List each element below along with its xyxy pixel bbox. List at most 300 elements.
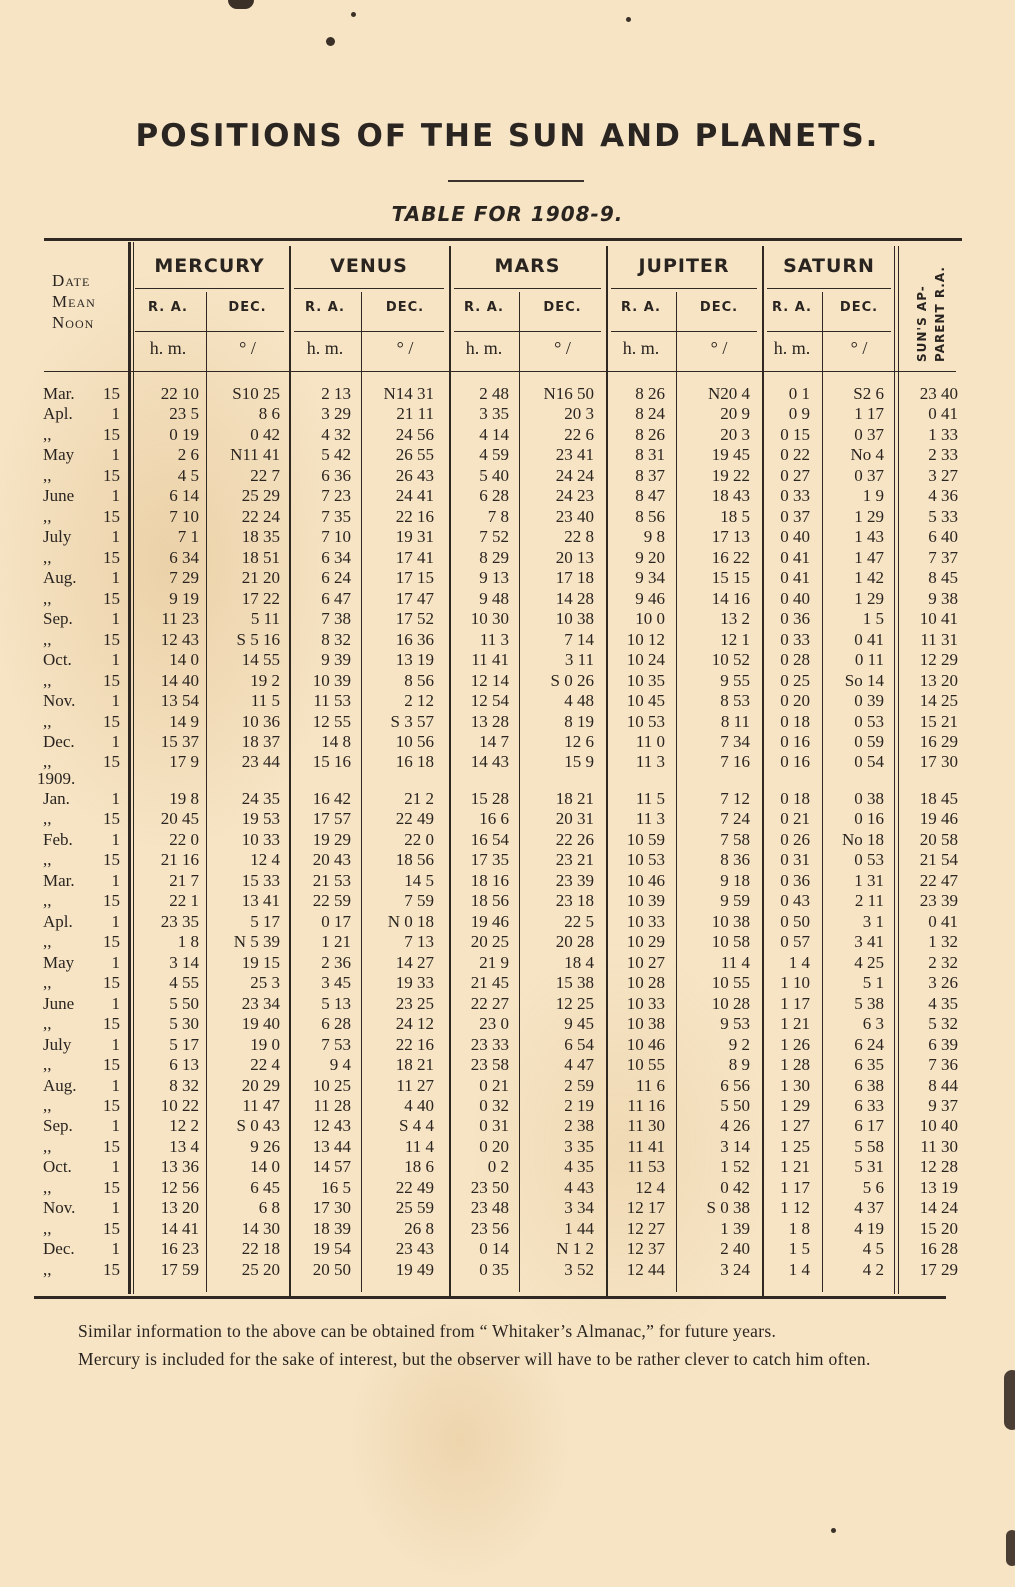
table-cell: 23 48 bbox=[470, 1198, 509, 1218]
table-cell: 4 5 bbox=[862, 1239, 884, 1259]
table-cell: 18 4 bbox=[564, 952, 594, 972]
year-label: 1909. bbox=[37, 768, 76, 788]
table-cell: 5 50 bbox=[169, 993, 199, 1013]
table-cell: 2 36 bbox=[321, 952, 351, 972]
table-cell: 20 43 bbox=[312, 850, 351, 870]
table-cell: 11 3 bbox=[635, 752, 665, 772]
table-cell: 7 53 bbox=[321, 1034, 351, 1054]
table-cell: 22 49 bbox=[395, 1177, 434, 1197]
ra-unit: h. m. bbox=[622, 338, 660, 358]
table-cell: 15 15 bbox=[711, 568, 750, 588]
table-cell: 10 55 bbox=[626, 1055, 665, 1075]
table-cell: 7 1 bbox=[177, 527, 199, 547]
table-cell: 0 41 bbox=[928, 404, 958, 424]
table-cell: 10 38 bbox=[626, 1014, 665, 1034]
table-cell: 1 42 bbox=[854, 568, 884, 588]
table-bottom-rule bbox=[34, 1296, 946, 1299]
table-cell: 6 8 bbox=[258, 1198, 280, 1218]
table-cell: 11 30 bbox=[920, 1136, 958, 1156]
table-cell: 11 41 bbox=[471, 650, 509, 670]
date-month: Jan. bbox=[43, 788, 70, 808]
table-cell: 19 29 bbox=[312, 829, 351, 849]
table-cell: 6 47 bbox=[321, 588, 351, 608]
table-cell: 22 16 bbox=[395, 506, 434, 526]
table-cell: 8 26 bbox=[635, 424, 665, 444]
table-cell: 8 29 bbox=[479, 547, 509, 567]
table-cell: 12 43 bbox=[160, 629, 199, 649]
table-cell: 6 34 bbox=[169, 547, 199, 567]
date-day: 15 bbox=[103, 932, 120, 952]
table-cell: 11 3 bbox=[479, 629, 509, 649]
table-cell: 9 34 bbox=[635, 568, 665, 588]
table-cell: 1 44 bbox=[564, 1218, 594, 1238]
table-cell: 23 56 bbox=[470, 1218, 509, 1238]
table-cell: 5 30 bbox=[169, 1014, 199, 1034]
date-day: 1 bbox=[111, 1075, 120, 1095]
table-cell: 4 40 bbox=[404, 1095, 434, 1115]
table-cell: 15 37 bbox=[160, 731, 199, 751]
subheader-rule bbox=[454, 331, 601, 332]
dec-unit: ° / bbox=[554, 338, 571, 358]
table-cell: 0 22 bbox=[780, 445, 810, 465]
table-cell: 13 36 bbox=[160, 1157, 199, 1177]
table-cell: 12 17 bbox=[626, 1198, 665, 1218]
table-cell: 18 5 bbox=[720, 506, 750, 526]
table-cell: 18 56 bbox=[470, 891, 509, 911]
date-month: ,, bbox=[43, 424, 52, 444]
ra-unit: h. m. bbox=[465, 338, 503, 358]
table-cell: 9 45 bbox=[564, 1014, 594, 1034]
table-cell: 22 0 bbox=[169, 829, 199, 849]
date-day: 15 bbox=[103, 424, 120, 444]
table-cell: 6 56 bbox=[720, 1075, 750, 1095]
table-cell: 6 54 bbox=[564, 1034, 594, 1054]
table-cell: 1 8 bbox=[788, 1218, 810, 1238]
table-cell: 6 33 bbox=[854, 1095, 884, 1115]
date-day: 15 bbox=[103, 384, 120, 403]
table-cell: 22 16 bbox=[395, 1034, 434, 1054]
table-cell: 7 38 bbox=[321, 609, 351, 629]
table-cell: 16 22 bbox=[711, 547, 750, 567]
table-cell: 0 53 bbox=[854, 850, 884, 870]
table-cell: 11 53 bbox=[627, 1157, 665, 1177]
table-cell: 1 26 bbox=[780, 1034, 810, 1054]
table-cell: 12 4 bbox=[250, 850, 280, 870]
table-cell: 22 24 bbox=[241, 506, 280, 526]
table-cell: 14 55 bbox=[241, 650, 280, 670]
table-cell: 15 38 bbox=[555, 973, 594, 993]
table-cell: 11 4 bbox=[720, 952, 750, 972]
table-cell: 11 16 bbox=[627, 1095, 665, 1115]
table-cell: S10 25 bbox=[232, 384, 280, 403]
table-cell: No 4 bbox=[850, 445, 884, 465]
table-cell: 5 58 bbox=[854, 1136, 884, 1156]
table-cell: 13 19 bbox=[919, 1177, 958, 1197]
table-cell: 5 50 bbox=[720, 1095, 750, 1115]
date-month: ,, bbox=[43, 506, 52, 526]
table-cell: 17 52 bbox=[395, 609, 434, 629]
dec-subheader: DEC. bbox=[839, 300, 879, 315]
table-cell: 19 33 bbox=[395, 973, 434, 993]
table-cell: 1 10 bbox=[780, 973, 810, 993]
table-cell: 16 5 bbox=[321, 1177, 351, 1197]
table-cell: 1 43 bbox=[854, 527, 884, 547]
table-cell: 14 9 bbox=[169, 711, 199, 731]
table-cell: 15 33 bbox=[241, 870, 280, 890]
date-day: 1 bbox=[111, 993, 120, 1013]
planet-header-mars: MARS bbox=[494, 255, 561, 277]
table-cell: 11 28 bbox=[313, 1095, 351, 1115]
table-cell: 18 56 bbox=[395, 850, 434, 870]
table-cell: 13 28 bbox=[470, 711, 509, 731]
table-cell: 9 53 bbox=[720, 1014, 750, 1034]
table-cell: N 0 18 bbox=[387, 911, 434, 931]
table-cell: 0 21 bbox=[479, 1075, 509, 1095]
table-cell: 0 59 bbox=[854, 731, 884, 751]
table-cell: 17 9 bbox=[169, 752, 199, 772]
table-cell: 1 4 bbox=[788, 952, 810, 972]
date-month: ,, bbox=[43, 588, 52, 608]
table-cell: 4 2 bbox=[862, 1259, 884, 1279]
table-cell: 19 31 bbox=[395, 527, 434, 547]
table-cell: 2 40 bbox=[720, 1239, 750, 1259]
date-day: 1 bbox=[111, 445, 120, 465]
table-cell: 1 30 bbox=[780, 1075, 810, 1095]
table-cell: 1 21 bbox=[780, 1014, 810, 1034]
date-month: ,, bbox=[43, 1095, 52, 1115]
table-cell: 4 19 bbox=[854, 1218, 884, 1238]
date-day: 15 bbox=[103, 465, 120, 485]
table-cell: 16 18 bbox=[395, 752, 434, 772]
date-day: 15 bbox=[103, 506, 120, 526]
table-cell: 3 1 bbox=[862, 911, 884, 931]
planet-header-rule bbox=[294, 288, 444, 289]
table-cell: 10 59 bbox=[626, 829, 665, 849]
ra-subheader: R. A. bbox=[148, 300, 188, 315]
table-cell: 17 30 bbox=[919, 752, 958, 772]
table-cell: 18 21 bbox=[395, 1055, 434, 1075]
table-cell: 3 41 bbox=[854, 932, 884, 952]
table-cell: N 1 2 bbox=[556, 1239, 594, 1259]
table-cell: 12 44 bbox=[626, 1259, 665, 1279]
table-cell: 1 5 bbox=[862, 609, 884, 629]
table-cell: 15 28 bbox=[470, 788, 509, 808]
table-cell: 4 59 bbox=[479, 445, 509, 465]
table-cell: No 18 bbox=[841, 829, 884, 849]
table-cell: 10 29 bbox=[626, 932, 665, 952]
table-cell: S 0 38 bbox=[706, 1198, 750, 1218]
ra-subheader: R. A. bbox=[772, 300, 812, 315]
table-cell: 9 18 bbox=[720, 870, 750, 890]
table-cell: 18 43 bbox=[711, 486, 750, 506]
table-cell: 10 22 bbox=[160, 1095, 199, 1115]
table-cell: 23 41 bbox=[555, 445, 594, 465]
table-cell: 1 29 bbox=[854, 506, 884, 526]
table-cell: 24 24 bbox=[555, 465, 594, 485]
footnote-mercury: Mercury is included for the sake of interest, but the observer will have to be rather clever to catch him often. bbox=[78, 1349, 871, 1369]
date-day: 1 bbox=[111, 731, 120, 751]
table-cell: 6 34 bbox=[321, 547, 351, 567]
table-cell: 9 26 bbox=[250, 1136, 280, 1156]
table-cell: 1 47 bbox=[854, 547, 884, 567]
table-cell: 7 29 bbox=[169, 568, 199, 588]
table-cell: 0 17 bbox=[321, 911, 351, 931]
table-cell: 6 39 bbox=[928, 1034, 958, 1054]
table-cell: 10 53 bbox=[626, 850, 665, 870]
table-cell: 17 18 bbox=[555, 568, 594, 588]
table-cell: 23 0 bbox=[479, 1014, 509, 1034]
table-cell: 6 35 bbox=[854, 1055, 884, 1075]
table-cell: 14 0 bbox=[250, 1157, 280, 1177]
table-cell: 25 29 bbox=[241, 486, 280, 506]
table-cell: 3 24 bbox=[720, 1259, 750, 1279]
date-day: 1 bbox=[111, 1239, 120, 1259]
table-cell: 0 16 bbox=[780, 752, 810, 772]
table-cell: 23 44 bbox=[241, 752, 280, 772]
table-cell: 21 53 bbox=[312, 870, 351, 890]
table-cell: 5 33 bbox=[928, 506, 958, 526]
table-cell: 2 33 bbox=[928, 445, 958, 465]
table-cell: 19 46 bbox=[919, 809, 958, 829]
table-cell: 1 32 bbox=[928, 932, 958, 952]
table-cell: 10 52 bbox=[711, 650, 750, 670]
table-cell: 2 32 bbox=[928, 952, 958, 972]
table-cell: 0 43 bbox=[780, 891, 810, 911]
table-cell: 17 13 bbox=[711, 527, 750, 547]
table-cell: 14 7 bbox=[479, 731, 509, 751]
table-cell: 14 24 bbox=[919, 1198, 958, 1218]
table-cell: 2 11 bbox=[854, 891, 884, 911]
table-cell: 4 26 bbox=[720, 1116, 750, 1136]
table-cell: 0 20 bbox=[780, 691, 810, 711]
table-cell: 25 20 bbox=[241, 1259, 280, 1279]
date-month: June bbox=[43, 486, 75, 506]
table-cell: 17 30 bbox=[312, 1198, 351, 1218]
table-cell: 16 42 bbox=[312, 788, 351, 808]
date-month: ,, bbox=[43, 850, 52, 870]
table-cell: 0 37 bbox=[780, 506, 810, 526]
page-title: POSITIONS OF THE SUN AND PLANETS. bbox=[135, 118, 880, 154]
table-cell: 0 41 bbox=[780, 547, 810, 567]
table-cell: 0 36 bbox=[780, 870, 810, 890]
table-cell: 7 13 bbox=[404, 932, 434, 952]
table-cell: 0 40 bbox=[780, 527, 810, 547]
table-cell: 23 58 bbox=[470, 1055, 509, 1075]
table-cell: 22 8 bbox=[564, 527, 594, 547]
table-cell: 0 14 bbox=[479, 1239, 509, 1259]
table-cell: 8 24 bbox=[635, 404, 665, 424]
table-cell: 7 36 bbox=[928, 1055, 958, 1075]
date-month: ,, bbox=[43, 932, 52, 952]
table-cell: 11 6 bbox=[635, 1075, 665, 1095]
table-cell: 5 31 bbox=[854, 1157, 884, 1177]
date-day: 15 bbox=[103, 973, 120, 993]
table-cell: 18 35 bbox=[241, 527, 280, 547]
table-cell: 23 50 bbox=[470, 1177, 509, 1197]
date-day: 1 bbox=[111, 1157, 120, 1177]
table-cell: 0 20 bbox=[479, 1136, 509, 1156]
date-day: 15 bbox=[103, 891, 120, 911]
footnote-whitaker: Similar information to the above can be obtained from “ Whitaker’s Almanac,” for future years. bbox=[78, 1321, 777, 1341]
planet-header-rule bbox=[454, 288, 601, 289]
date-day: 15 bbox=[103, 588, 120, 608]
table-cell: 9 46 bbox=[635, 588, 665, 608]
date-month: ,, bbox=[43, 670, 52, 690]
table-cell: 23 33 bbox=[470, 1034, 509, 1054]
table-cell: 6 38 bbox=[854, 1075, 884, 1095]
table-cell: 18 51 bbox=[241, 547, 280, 567]
table-cell: 13 19 bbox=[395, 650, 434, 670]
table-cell: 0 38 bbox=[854, 788, 884, 808]
date-day: 1 bbox=[111, 1116, 120, 1136]
table-cell: 5 1 bbox=[862, 973, 884, 993]
table-cell: 0 50 bbox=[780, 911, 810, 931]
table-cell: 14 30 bbox=[241, 1218, 280, 1238]
planet-header-rule bbox=[135, 288, 284, 289]
table-cell: 21 54 bbox=[919, 850, 958, 870]
subheader-rule bbox=[135, 331, 284, 332]
table-cell: 6 40 bbox=[928, 527, 958, 547]
date-month: Sep. bbox=[43, 609, 73, 629]
table-cell: 7 35 bbox=[321, 506, 351, 526]
table-cell: 22 26 bbox=[555, 829, 594, 849]
table-cell: 0 19 bbox=[169, 424, 199, 444]
table-cell: 10 39 bbox=[626, 891, 665, 911]
table-cell: 10 41 bbox=[919, 609, 958, 629]
table-cell: 20 31 bbox=[555, 809, 594, 829]
table-cell: 22 18 bbox=[241, 1239, 280, 1259]
table-cell: 0 21 bbox=[780, 809, 810, 829]
date-month: Dec. bbox=[43, 1239, 75, 1259]
table-cell: 20 58 bbox=[919, 829, 958, 849]
table-cell: 7 34 bbox=[720, 731, 750, 751]
table-cell: 2 13 bbox=[321, 384, 351, 403]
table-cell: 6 24 bbox=[854, 1034, 884, 1054]
table-cell: 10 38 bbox=[555, 609, 594, 629]
table-cell: 2 38 bbox=[564, 1116, 594, 1136]
table-cell: 0 41 bbox=[780, 568, 810, 588]
date-day: 15 bbox=[103, 1095, 120, 1115]
table-cell: 10 33 bbox=[626, 911, 665, 931]
table-cell: 17 15 bbox=[395, 568, 434, 588]
table-cell: 10 55 bbox=[711, 973, 750, 993]
table-cell: 13 54 bbox=[160, 691, 199, 711]
table-cell: 17 57 bbox=[312, 809, 351, 829]
date-month: Sep. bbox=[43, 1116, 73, 1136]
table-cell: 2 19 bbox=[564, 1095, 594, 1115]
table-cell: 12 43 bbox=[312, 1116, 351, 1136]
table-cell: 20 50 bbox=[312, 1259, 351, 1279]
dec-unit: ° / bbox=[239, 338, 256, 358]
table-cell: 1 28 bbox=[780, 1055, 810, 1075]
table-cell: 14 27 bbox=[395, 952, 434, 972]
table-cell: 3 26 bbox=[928, 973, 958, 993]
table-cell: 22 47 bbox=[919, 870, 958, 890]
table-cell: 21 2 bbox=[404, 788, 434, 808]
dec-subheader: DEC. bbox=[543, 300, 582, 315]
date-day: 15 bbox=[103, 850, 120, 870]
subheader-rule bbox=[294, 331, 444, 332]
table-cell: 8 26 bbox=[635, 384, 665, 403]
table-cell: 18 39 bbox=[312, 1218, 351, 1238]
table-cell: 8 44 bbox=[928, 1075, 958, 1095]
table-cell: 14 28 bbox=[555, 588, 594, 608]
date-month: Aug. bbox=[43, 568, 77, 588]
date-month: ,, bbox=[43, 809, 52, 829]
table-cell: 16 6 bbox=[479, 809, 509, 829]
table-cell: 4 43 bbox=[564, 1177, 594, 1197]
table-cell: 10 24 bbox=[626, 650, 665, 670]
date-header-line: Date bbox=[52, 271, 91, 290]
table-cell: 8 36 bbox=[720, 850, 750, 870]
table-cell: 19 2 bbox=[250, 670, 280, 690]
date-month: Oct. bbox=[43, 650, 72, 670]
table-cell: 1 12 bbox=[780, 1198, 810, 1218]
table-cell: 0 28 bbox=[780, 650, 810, 670]
date-day: 15 bbox=[103, 1014, 120, 1034]
table-cell: N 5 39 bbox=[233, 932, 280, 952]
table-cell: 22 4 bbox=[250, 1055, 280, 1075]
table-cell: 1 52 bbox=[720, 1157, 750, 1177]
dec-unit: ° / bbox=[396, 338, 414, 358]
table-cell: 20 45 bbox=[160, 809, 199, 829]
table-cell: 20 3 bbox=[564, 404, 594, 424]
table-subtitle: TABLE FOR 1908-9. bbox=[391, 202, 624, 226]
table-cell: 8 32 bbox=[169, 1075, 199, 1095]
table-cell: 5 32 bbox=[928, 1014, 958, 1034]
date-day: 1 bbox=[111, 650, 120, 670]
sun-header-line: PARENT R.A. bbox=[933, 266, 947, 362]
table-cell: 9 13 bbox=[479, 568, 509, 588]
table-cell: 20 9 bbox=[720, 404, 750, 424]
table-cell: 24 35 bbox=[241, 788, 280, 808]
date-month: June bbox=[43, 993, 75, 1013]
date-month: Mar. bbox=[43, 870, 75, 890]
table-cell: 12 28 bbox=[919, 1157, 958, 1177]
table-cell: 10 27 bbox=[626, 952, 665, 972]
table-cell: 9 19 bbox=[169, 588, 199, 608]
date-month: ,, bbox=[43, 1259, 52, 1279]
table-cell: 4 32 bbox=[321, 424, 351, 444]
table-cell: N14 31 bbox=[383, 384, 434, 403]
date-header-line: Mean bbox=[52, 292, 96, 311]
table-cell: 0 32 bbox=[479, 1095, 509, 1115]
table-cell: 1 31 bbox=[854, 870, 884, 890]
date-day: 15 bbox=[103, 711, 120, 731]
table-cell: 19 46 bbox=[470, 911, 509, 931]
table-cell: 1 27 bbox=[780, 1116, 810, 1136]
table-cell: 7 14 bbox=[564, 629, 594, 649]
ra-subheader: R. A. bbox=[305, 300, 345, 315]
dec-unit: ° / bbox=[710, 338, 728, 358]
table-cell: 9 8 bbox=[643, 527, 665, 547]
table-cell: 15 21 bbox=[919, 711, 958, 731]
table-cell: 19 15 bbox=[241, 952, 280, 972]
planet-header-rule bbox=[611, 288, 757, 289]
table-cell: 1 9 bbox=[862, 486, 884, 506]
table-cell: 13 20 bbox=[160, 1198, 199, 1218]
table-cell: 26 8 bbox=[404, 1218, 434, 1238]
table-cell: 10 33 bbox=[241, 829, 280, 849]
table-cell: 6 36 bbox=[321, 465, 351, 485]
table-cell: 5 40 bbox=[479, 465, 509, 485]
table-cell: 25 3 bbox=[250, 973, 280, 993]
planet-header-venus: VENUS bbox=[330, 255, 408, 277]
table-cell: 2 59 bbox=[564, 1075, 594, 1095]
table-cell: 8 6 bbox=[258, 404, 280, 424]
ra-subheader: R. A. bbox=[621, 300, 661, 315]
table-cell: 13 41 bbox=[241, 891, 280, 911]
